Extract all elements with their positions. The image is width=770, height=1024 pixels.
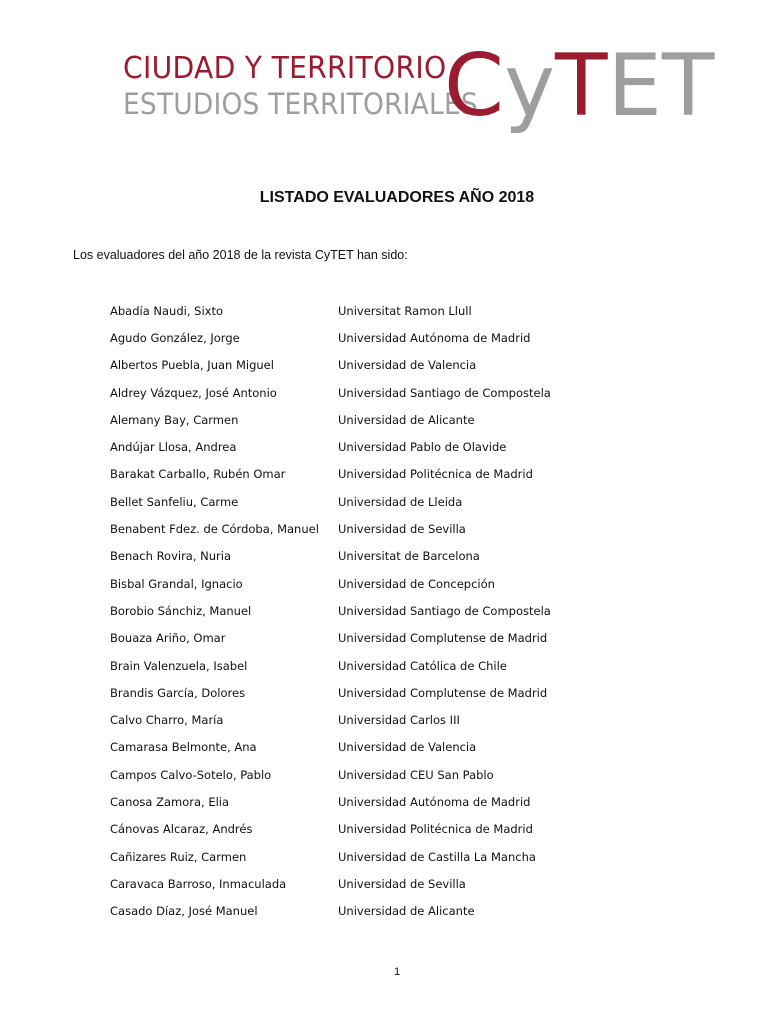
evaluator-name: Calvo Charro, María: [110, 713, 224, 728]
evaluator-university: Universidad CEU San Pablo: [338, 767, 494, 782]
evaluator-name: Andújar Llosa, Andrea: [110, 440, 237, 455]
evaluator-row: [110, 679, 630, 706]
brand-letter-y: y: [504, 36, 555, 136]
evaluator-row: [110, 543, 630, 570]
evaluator-row: [110, 406, 630, 433]
evaluator-row: [110, 379, 630, 406]
evaluator-university: Universidad Politécnica de Madrid: [338, 467, 533, 482]
evaluator-university: Universidad de Sevilla: [338, 876, 466, 891]
evaluator-row: [110, 297, 630, 324]
evaluator-name: Aldrey Vázquez, José Antonio: [110, 385, 277, 400]
evaluator-name: Canosa Zamora, Elia: [110, 794, 230, 809]
evaluator-row: [110, 433, 630, 460]
logo-line-ciudad-y-territorio: CIUDAD Y TERRITORIO: [123, 51, 447, 86]
evaluator-university: Universidad de Lleida: [338, 494, 463, 509]
evaluator-university: Universidad Autónoma de Madrid: [338, 794, 531, 809]
evaluator-name: Benach Rovira, Nuria: [110, 549, 232, 564]
evaluator-university: Universidad Complutense de Madrid: [338, 685, 548, 700]
evaluator-university: Universidad Católica de Chile: [338, 658, 507, 673]
logo-line-estudios-territoriales: ESTUDIOS TERRITORIALES: [123, 87, 478, 121]
evaluator-row: [110, 570, 630, 597]
brand-letter-c: C: [444, 36, 505, 136]
document-title: LISTADO EVALUADORES AÑO 2018: [259, 189, 535, 206]
evaluator-name: Borobio Sánchiz, Manuel: [110, 603, 252, 618]
evaluator-name: Brandis García, Dolores: [110, 685, 246, 700]
evaluator-university: Universidad Pablo de Olavide: [338, 440, 507, 455]
evaluator-name: Campos Calvo-Sotelo, Pablo: [110, 767, 272, 782]
evaluator-university: Universidad de Valencia: [338, 358, 477, 373]
evaluator-name: Albertos Puebla, Juan Miguel: [110, 358, 274, 373]
evaluator-name: Cánovas Alcaraz, Andrés: [110, 822, 253, 837]
evaluator-row: [110, 324, 630, 351]
evaluator-row: [110, 843, 630, 870]
evaluator-university: Universidad de Alicante: [338, 412, 475, 427]
intro-text: Los evaluadores del año 2018 de la revista CyTET han sido:: [73, 248, 408, 262]
evaluator-row: [110, 515, 630, 542]
evaluator-row: [110, 488, 630, 515]
evaluator-name: Benabent Fdez. de Córdoba, Manuel: [110, 522, 319, 537]
evaluator-row: [110, 761, 630, 788]
evaluator-name: Casado Díaz, José Manuel: [110, 904, 258, 919]
evaluator-row: [110, 706, 630, 733]
evaluator-university: Universidad Complutense de Madrid: [338, 631, 548, 646]
evaluator-name: Alemany Bay, Carmen: [110, 412, 239, 427]
evaluator-row: [110, 870, 630, 897]
evaluator-name: Abadía Naudi, Sixto: [110, 303, 224, 318]
evaluator-row: [110, 625, 630, 652]
evaluator-university: Universidad Politécnica de Madrid: [338, 822, 533, 837]
evaluator-name: Caravaca Barroso, Inmaculada: [110, 876, 287, 891]
evaluator-university: Universidad Santiago de Compostela: [338, 603, 551, 618]
evaluator-name: Bellet Sanfeliu, Carme: [110, 494, 239, 509]
brand-letter-t-final: T: [661, 36, 715, 136]
evaluator-university: Universidad Autónoma de Madrid: [338, 330, 531, 345]
cytet-brand-mark: [444, 38, 714, 134]
evaluator-row: [110, 352, 630, 379]
cytet-logo: [0, 0, 770, 140]
evaluator-row: [110, 734, 630, 761]
evaluator-name: Brain Valenzuela, Isabel: [110, 658, 248, 673]
evaluator-row: [110, 788, 630, 815]
evaluator-name: Cañizares Ruiz, Carmen: [110, 849, 247, 864]
evaluator-row: [110, 898, 630, 925]
evaluator-name: Bisbal Grandal, Ignacio: [110, 576, 243, 591]
evaluator-name: Agudo González, Jorge: [110, 330, 240, 345]
evaluator-row: [110, 652, 630, 679]
brand-letter-e: E: [607, 36, 662, 136]
evaluator-university: Universidad de Sevilla: [338, 522, 466, 537]
evaluator-row: [110, 597, 630, 624]
evaluator-university: Universidad de Valencia: [338, 740, 477, 755]
evaluator-university: Universitat Ramon Llull: [338, 303, 472, 318]
evaluator-university: Universitat de Barcelona: [338, 549, 480, 564]
evaluator-row: [110, 816, 630, 843]
evaluator-name: Bouaza Ariño, Omar: [110, 631, 226, 646]
evaluator-university: Universidad de Alicante: [338, 904, 475, 919]
evaluator-name: Camarasa Belmonte, Ana: [110, 740, 257, 755]
evaluator-university: Universidad Santiago de Compostela: [338, 385, 551, 400]
page-number: 1: [393, 966, 401, 978]
evaluator-university: Universidad Carlos III: [338, 713, 460, 728]
evaluator-university: Universidad de Castilla La Mancha: [338, 849, 536, 864]
evaluator-name: Barakat Carballo, Rubén Omar: [110, 467, 286, 482]
brand-letter-t: T: [554, 36, 608, 136]
evaluator-row: [110, 461, 630, 488]
evaluator-university: Universidad de Concepción: [338, 576, 495, 591]
evaluator-list: [110, 297, 630, 925]
